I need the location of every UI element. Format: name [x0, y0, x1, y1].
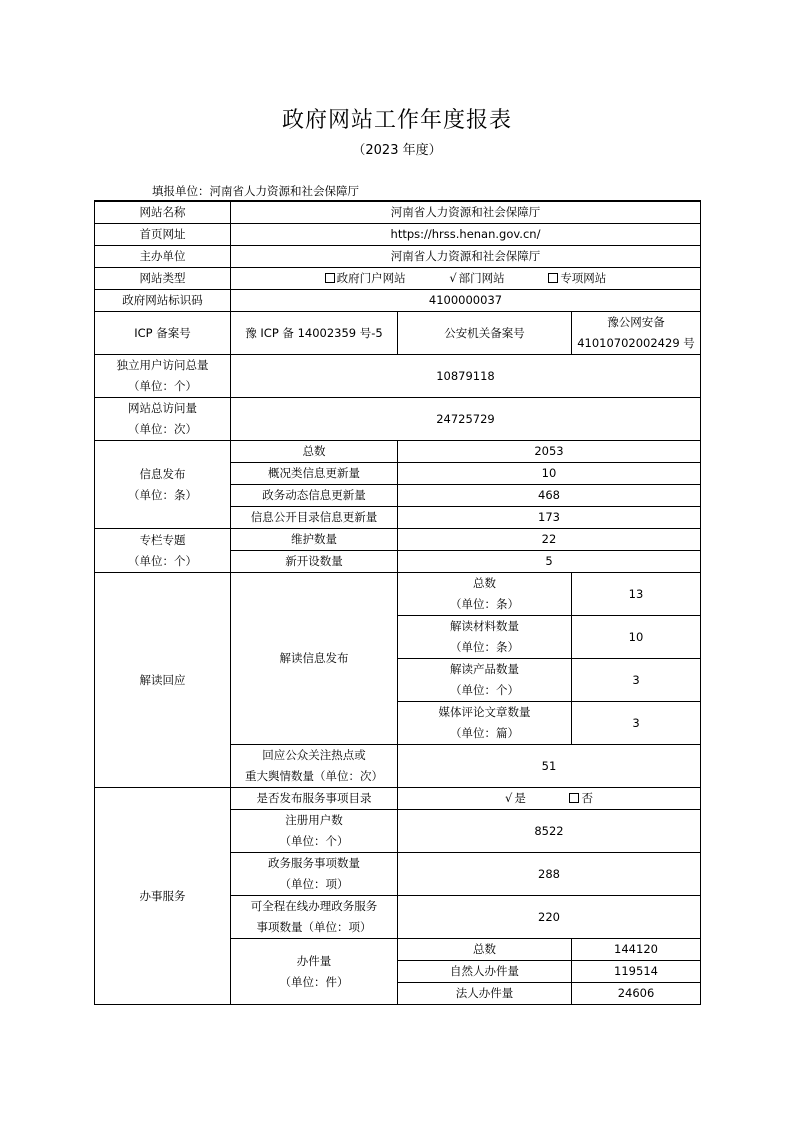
interpret-response-label-1: 回应公众关注热点或	[262, 748, 366, 762]
info-catalog-label: 信息公开目录信息更新量	[231, 507, 398, 529]
checkbox-empty-icon	[325, 273, 335, 283]
sponsor-value: 河南省人力资源和社会保障厅	[231, 246, 701, 268]
info-overview-label: 概况类信息更新量	[231, 463, 398, 485]
option-department	[449, 268, 504, 289]
option-no-label: 否	[581, 791, 593, 805]
check-mark-icon: √	[449, 271, 457, 285]
row-site-name	[95, 201, 701, 224]
service-online-label-2: 事项数量（单位：项）	[256, 920, 372, 934]
total-visits-label	[95, 398, 231, 441]
service-label: 办事服务	[95, 788, 231, 1005]
site-id-value: 4100000037	[231, 290, 701, 312]
row-service-catalog	[95, 788, 701, 810]
volume-legal-label: 法人办件量	[398, 983, 572, 1005]
site-id-label: 政府网站标识码	[95, 290, 231, 312]
psb-value-line-1: 豫公网安备	[607, 315, 665, 329]
info-dynamic-value: 468	[398, 485, 701, 507]
option-special	[548, 268, 606, 289]
check-mark-icon: √	[505, 791, 513, 805]
psb-label: 公安机关备案号	[398, 312, 572, 355]
interpret-material-label-2: （单位：条）	[450, 640, 519, 654]
columns-new-value: 5	[398, 551, 701, 573]
interpret-material-label-1: 解读材料数量	[450, 619, 519, 633]
info-label-2: （单位：条）	[128, 487, 197, 502]
unique-visitors-value: 10879118	[231, 355, 701, 398]
service-users-label-1: 注册用户数	[285, 813, 343, 827]
interpret-material-label	[398, 616, 572, 659]
service-volume-label-1: 办件量	[296, 953, 332, 968]
volume-person-label: 自然人办件量	[398, 961, 572, 983]
info-overview-value: 10	[398, 463, 701, 485]
total-visits-value: 24725729	[231, 398, 701, 441]
row-unique-visitors	[95, 355, 701, 398]
interpret-material-value: 10	[572, 616, 701, 659]
interpret-total-value: 13	[572, 573, 701, 616]
homepage-value: https://hrss.henan.gov.cn/	[231, 224, 701, 246]
interpret-media-label	[398, 702, 572, 745]
volume-total-value: 144120	[572, 939, 701, 961]
report-table	[94, 200, 701, 1005]
interpret-response-value: 51	[398, 745, 701, 788]
site-name-value: 河南省人力资源和社会保障厅	[231, 201, 701, 224]
columns-label-1: 专栏专题	[139, 532, 186, 547]
site-name-label: 网站名称	[95, 201, 231, 224]
report-year: （2023 年度）	[352, 143, 442, 158]
service-items-label-2: （单位：项）	[279, 877, 349, 891]
unique-visitors-label-2: （单位：个）	[128, 379, 197, 393]
checkbox-empty-icon	[548, 273, 558, 283]
info-total-label: 总数	[231, 441, 398, 463]
icp-label: ICP 备案号	[95, 312, 231, 355]
info-catalog-value: 173	[398, 507, 701, 529]
info-total-value: 2053	[398, 441, 701, 463]
service-users-label	[231, 810, 398, 853]
service-catalog-options	[398, 788, 701, 810]
service-items-label-1: 政务服务事项数量	[268, 856, 360, 870]
columns-new-label: 新开设数量	[231, 551, 398, 573]
service-online-value: 220	[398, 896, 701, 939]
site-type-options	[231, 268, 701, 290]
option-no	[569, 788, 593, 809]
service-online-label-1: 可全程在线办理政务服务	[250, 899, 378, 913]
interpret-media-label-1: 媒体评论文章数量	[438, 705, 531, 719]
row-sponsor	[95, 246, 701, 268]
interpret-label: 解读回应	[95, 573, 231, 788]
service-volume-label-2: （单位：件）	[279, 974, 349, 989]
unique-visitors-label-1: 独立用户访问总量	[116, 358, 209, 372]
columns-label	[95, 529, 231, 573]
interpret-response-label	[231, 745, 398, 788]
service-catalog-label: 是否发布服务事项目录	[231, 788, 398, 810]
option-portal-label: 政府门户网站	[336, 271, 406, 285]
row-site-id	[95, 290, 701, 312]
service-volume-label	[231, 939, 398, 1005]
filler-unit: 填报单位：河南省人力资源和社会保障厅	[152, 184, 359, 198]
option-yes-label: 是	[514, 791, 526, 805]
site-type-label: 网站类型	[95, 268, 231, 290]
option-special-label: 专项网站	[560, 271, 607, 285]
row-icp	[95, 312, 701, 355]
service-items-value: 288	[398, 853, 701, 896]
interpret-total-label	[398, 573, 572, 616]
option-yes	[505, 788, 526, 809]
interpret-product-value: 3	[572, 659, 701, 702]
icp-value: 豫 ICP 备 14002359 号-5	[231, 312, 398, 355]
interpret-product-label-2: （单位：个）	[450, 683, 519, 697]
row-info-total	[95, 441, 701, 463]
row-interpret-total	[95, 573, 701, 616]
interpret-publish-label: 解读信息发布	[231, 573, 398, 745]
interpret-response-label-2: 重大舆情数量（单位：次）	[245, 769, 383, 783]
service-online-label	[231, 896, 398, 939]
volume-legal-value: 24606	[572, 983, 701, 1005]
homepage-label: 首页网址	[95, 224, 231, 246]
row-homepage	[95, 224, 701, 246]
page-title: 政府网站工作年度报表	[281, 108, 512, 133]
total-visits-label-2: （单位：次）	[128, 422, 197, 436]
row-site-type	[95, 268, 701, 290]
option-department-label: 部门网站	[458, 271, 505, 285]
total-visits-label-1: 网站总访问量	[128, 401, 197, 415]
interpret-media-label-2: （单位：篇）	[450, 726, 519, 740]
info-label	[95, 441, 231, 529]
psb-value-line-2: 41010702002429 号	[577, 336, 695, 350]
interpret-product-label	[398, 659, 572, 702]
interpret-total-label-2: （单位：条）	[450, 597, 519, 611]
volume-total-label: 总数	[398, 939, 572, 961]
sponsor-label: 主办单位	[95, 246, 231, 268]
interpret-total-label-1: 总数	[473, 576, 496, 590]
interpret-media-value: 3	[572, 702, 701, 745]
info-label-1: 信息发布	[139, 466, 186, 481]
service-users-value: 8522	[398, 810, 701, 853]
checkbox-empty-icon	[569, 793, 579, 803]
unique-visitors-label	[95, 355, 231, 398]
service-items-label	[231, 853, 398, 896]
columns-maintain-label: 维护数量	[231, 529, 398, 551]
columns-maintain-value: 22	[398, 529, 701, 551]
volume-person-value: 119514	[572, 961, 701, 983]
psb-value	[572, 312, 701, 355]
service-users-label-2: （单位：个）	[279, 834, 349, 848]
columns-label-2: （单位：个）	[128, 553, 197, 568]
row-total-visits	[95, 398, 701, 441]
interpret-product-label-1: 解读产品数量	[450, 662, 519, 676]
row-columns-maintain	[95, 529, 701, 551]
info-dynamic-label: 政务动态信息更新量	[231, 485, 398, 507]
option-portal	[325, 268, 406, 289]
